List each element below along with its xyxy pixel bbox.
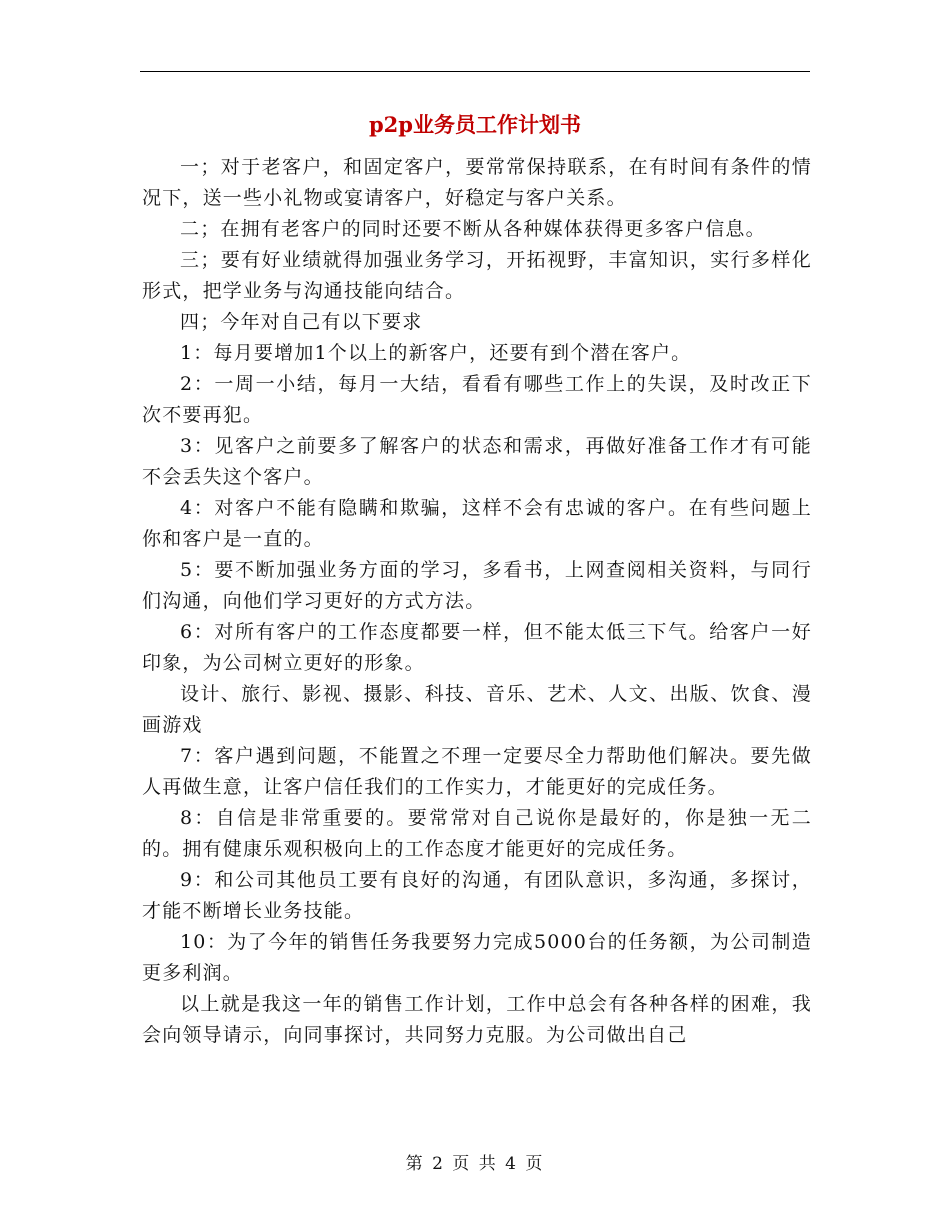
paragraph-3: 三；要有好业绩就得加强业务学习，开拓视野，丰富知识，实行多样化形式，把学业务与沟通技能向结合。 bbox=[142, 249, 812, 302]
header-rule bbox=[140, 71, 810, 72]
requirement-8: 8：自信是非常重要的。要常常对自己说你是最好的，你是独一无二的。拥有健康乐观积极向上的工作态度才能更好的完成任务。 bbox=[142, 807, 812, 860]
requirement-5: 5：要不断加强业务方面的学习，多看书，上网查阅相关资料，与同行们沟通，向他们学习更好的方式方法。 bbox=[142, 559, 812, 612]
closing-paragraph: 以上就是我这一年的销售工作计划，工作中总会有各种各样的困难，我会向领导请示，向同事探讨，共同努力克服。为公司做出自己 bbox=[142, 993, 812, 1046]
requirement-7: 7：客户遇到问题，不能置之不理一定要尽全力帮助他们解决。要先做人再做生意，让客户信任我们的工作实力，才能更好的完成任务。 bbox=[142, 745, 812, 798]
paragraph-1: 一；对于老客户，和固定客户，要常常保持联系，在有时间有条件的情况下，送一些小礼物或宴请客户，好稳定与客户关系。 bbox=[142, 156, 812, 209]
requirement-3: 3：见客户之前要多了解客户的状态和需求，再做好准备工作才有可能不会丢失这个客户。 bbox=[142, 435, 812, 488]
document-body bbox=[142, 152, 812, 1051]
page-number: 第 2 页 共 4 页 bbox=[405, 1154, 545, 1174]
requirement-2: 2：一周一小结，每月一大结，看看有哪些工作上的失误，及时改正下次不要再犯。 bbox=[142, 373, 812, 426]
topic-list: 设计、旅行、影视、摄影、科技、音乐、艺术、人文、出版、饮食、漫画游戏 bbox=[142, 683, 812, 736]
paragraph-2: 二；在拥有老客户的同时还要不断从各种媒体获得更多客户信息。 bbox=[180, 218, 766, 240]
requirement-6: 6：对所有客户的工作态度都要一样，但不能太低三下气。给客户一好印象，为公司树立更好的形象。 bbox=[142, 621, 812, 674]
requirement-10: 10：为了今年的销售任务我要努力完成5000台的任务额，为公司制造更多利润。 bbox=[142, 931, 812, 984]
paragraph-4: 四；今年对自己有以下要求 bbox=[180, 311, 423, 333]
document-title: p2p业务员工作计划书 bbox=[369, 112, 581, 137]
requirement-9: 9：和公司其他员工要有良好的沟通，有团队意识，多沟通，多探讨，才能不断增长业务技能。 bbox=[142, 869, 812, 922]
requirement-4: 4：对客户不能有隐瞒和欺骗，这样不会有忠诚的客户。在有些问题上你和客户是一直的。 bbox=[142, 497, 812, 550]
requirement-1: 1：每月要增加1个以上的新客户，还要有到个潜在客户。 bbox=[180, 342, 692, 364]
